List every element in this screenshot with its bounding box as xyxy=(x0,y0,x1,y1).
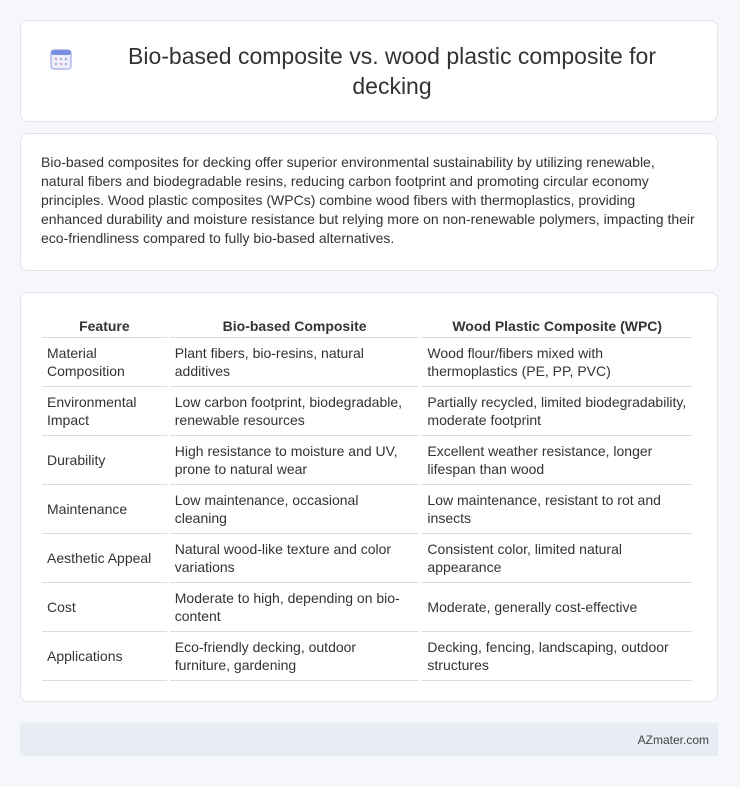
comparison-table xyxy=(39,313,695,681)
header-feature: Feature xyxy=(42,313,167,338)
table-row xyxy=(42,338,692,387)
wpc-cell: Decking, fencing, landscaping, outdoor structures xyxy=(422,632,692,681)
feature-cell: Environmental Impact xyxy=(42,387,167,436)
table-row xyxy=(42,485,692,534)
title-card xyxy=(20,20,718,122)
footer-brand: AZmater.com xyxy=(637,732,709,747)
summary-paragraph: Bio-based composites for decking offer superior environmental sustainability by utilizing renewable, natural fibers and biodegradable resins, reducing carbon footprint and promoting circular economy principles. Wood plastic composites (WPCs) combine wood fibers with thermoplastics, providing enhanced durability and moisture resistance but relying more on non-renewable polymers, impacting their eco-friendliness compared to fully bio-based alternatives. xyxy=(41,154,695,246)
feature-cell: Material Composition xyxy=(42,338,167,387)
table-row xyxy=(42,632,692,681)
bio-based-cell: Eco-friendly decking, outdoor furniture, gardening xyxy=(170,632,420,681)
table-header-row xyxy=(42,313,692,338)
footer-bar xyxy=(20,723,718,756)
bio-based-cell: Plant fibers, bio-resins, natural additives xyxy=(170,338,420,387)
table-row xyxy=(42,387,692,436)
wpc-cell: Low maintenance, resistant to rot and insects xyxy=(422,485,692,534)
wpc-cell: Consistent color, limited natural appearance xyxy=(422,534,692,583)
header-bio-based: Bio-based Composite xyxy=(170,313,420,338)
table-row xyxy=(42,534,692,583)
table-row xyxy=(42,583,692,632)
feature-cell: Maintenance xyxy=(42,485,167,534)
feature-cell: Applications xyxy=(42,632,167,681)
wpc-cell: Wood flour/fibers mixed with thermoplastics (PE, PP, PVC) xyxy=(422,338,692,387)
bio-based-cell: Moderate to high, depending on bio-content xyxy=(170,583,420,632)
page-title: Bio-based composite vs. wood plastic composite for decking xyxy=(128,43,656,99)
bio-based-cell: Low maintenance, occasional cleaning xyxy=(170,485,420,534)
bio-based-cell: Natural wood-like texture and color variations xyxy=(170,534,420,583)
bio-based-cell: High resistance to moisture and UV, prone to natural wear xyxy=(170,436,420,485)
summary-card xyxy=(20,133,718,271)
feature-cell: Aesthetic Appeal xyxy=(42,534,167,583)
bio-based-cell: Low carbon footprint, biodegradable, renewable resources xyxy=(170,387,420,436)
wpc-cell: Excellent weather resistance, longer lifespan than wood xyxy=(422,436,692,485)
table-row xyxy=(42,436,692,485)
calendar-grid-icon xyxy=(49,47,73,71)
header-wpc: Wood Plastic Composite (WPC) xyxy=(422,313,692,338)
feature-cell: Durability xyxy=(42,436,167,485)
comparison-card xyxy=(20,292,718,702)
wpc-cell: Partially recycled, limited biodegradability, moderate footprint xyxy=(422,387,692,436)
feature-cell: Cost xyxy=(42,583,167,632)
title-wrap xyxy=(49,41,689,101)
wpc-cell: Moderate, generally cost-effective xyxy=(422,583,692,632)
